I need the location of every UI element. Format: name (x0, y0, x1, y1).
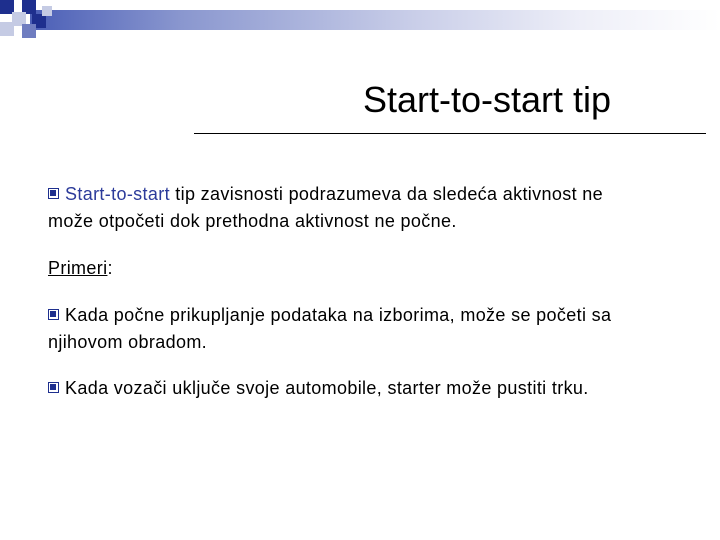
title-divider (194, 133, 706, 134)
decor-square (42, 6, 52, 16)
decor-square (22, 24, 36, 38)
example-2-line-1 (48, 375, 589, 402)
example-1-line-1 (48, 302, 611, 329)
examples-heading-colon: : (107, 258, 113, 278)
header-gradient-bar (30, 10, 720, 30)
example-2 (48, 375, 589, 402)
square-bullet-icon (48, 309, 59, 320)
square-bullet-icon (48, 188, 59, 199)
example-1-line-2: njihovom obradom. (48, 332, 208, 352)
examples-heading-text: Primeri (48, 258, 108, 278)
square-bullet-icon (48, 382, 59, 393)
definition-term: Start-to-start (65, 184, 170, 204)
definition-paragraph (48, 181, 603, 235)
slide-title: Start-to-start tip (363, 79, 612, 120)
examples-heading (48, 255, 113, 282)
example-1 (48, 302, 611, 356)
example-2-text: Kada vozači uključe svoje automobile, starter može pustiti trku. (65, 378, 589, 398)
decor-square (0, 22, 14, 36)
example-1-text: Kada počne prikupljanje podataka na izborima, može se početi sa (65, 305, 612, 325)
definition-line-2: može otpočeti dok prethodna aktivnost ne počne. (48, 211, 457, 231)
definition-line-1 (48, 181, 603, 208)
definition-text: tip zavisnosti podrazumeva da sledeća aktivnost ne (169, 184, 604, 204)
